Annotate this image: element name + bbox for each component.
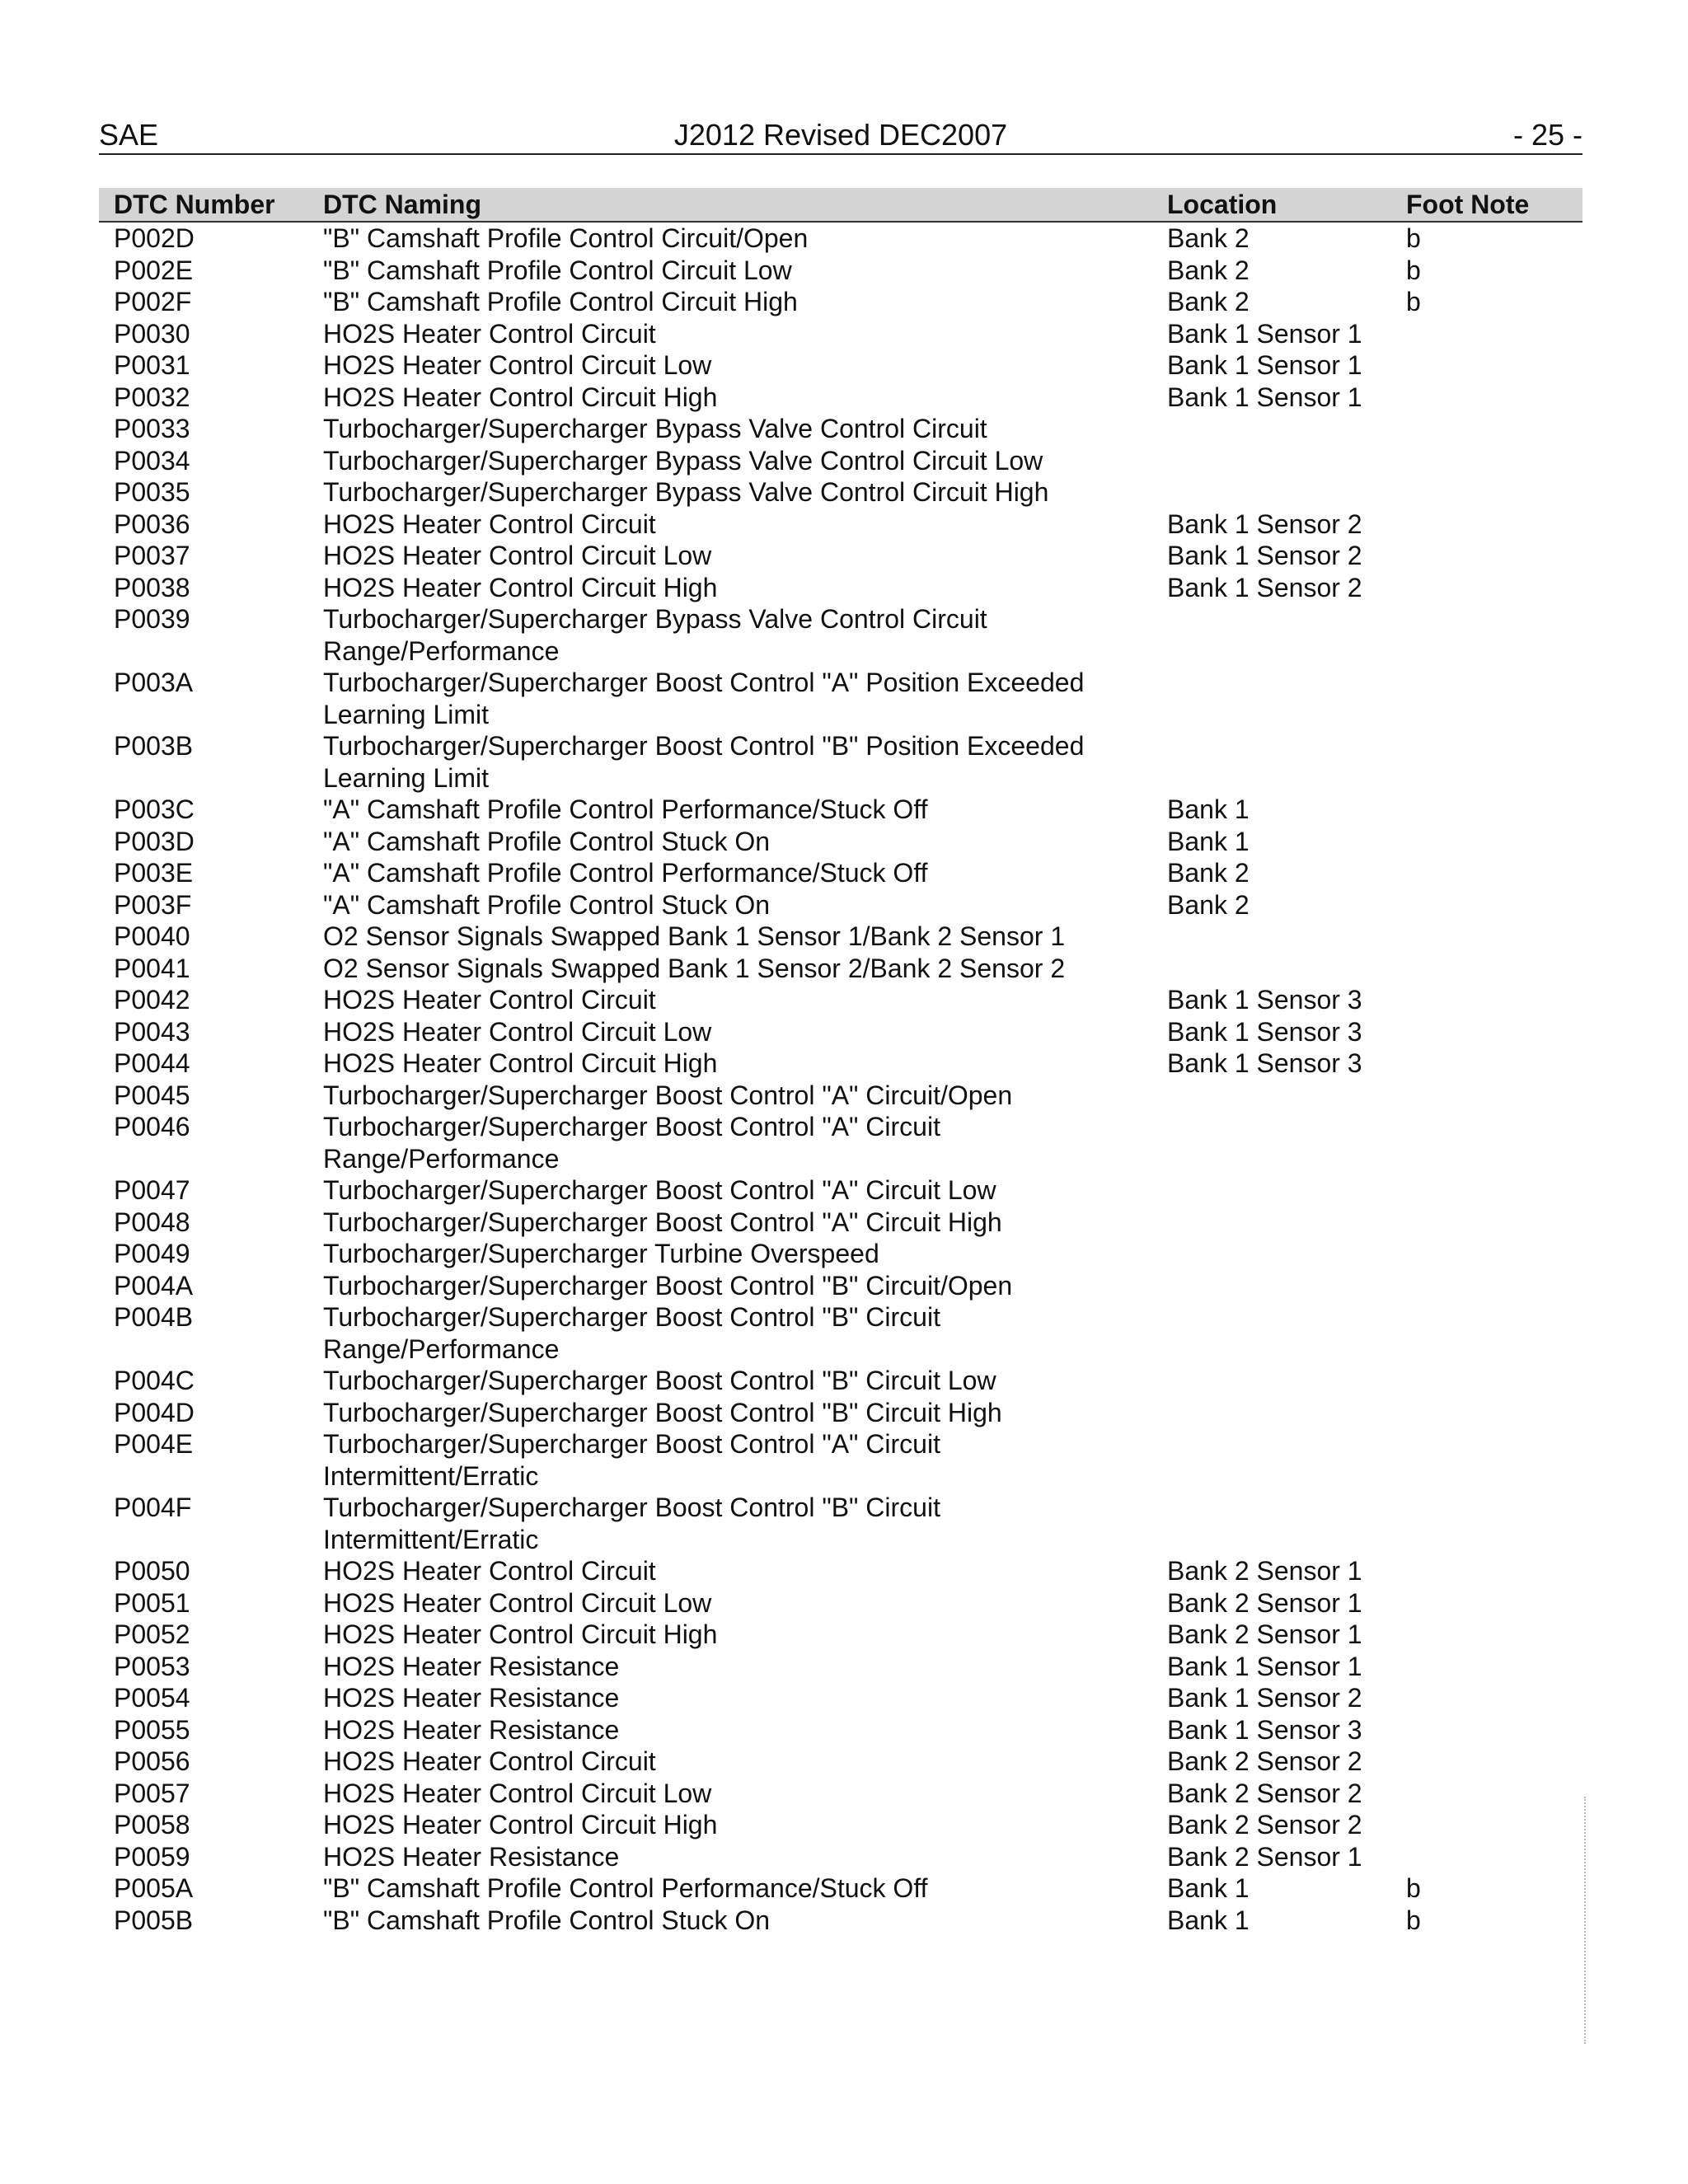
dtc-location-cell	[1165, 667, 1404, 730]
dtc-footnote-cell	[1404, 445, 1582, 477]
dtc-code-cell: P002D	[114, 223, 195, 253]
dtc-footnote-cell	[1404, 1428, 1582, 1492]
dtc-location-cell	[1165, 1492, 1404, 1555]
table-header	[99, 188, 1582, 222]
dtc-code-cell: P003A	[114, 668, 194, 697]
dtc-location-cell: Bank 1 Sensor 3	[1167, 1048, 1362, 1078]
dtc-code-cell: P0059	[114, 1841, 190, 1872]
dtc-code-cell: P002E	[114, 255, 194, 285]
dtc-name-cell: Turbocharger/Supercharger Bypass Valve Control Circuit Low	[323, 445, 1043, 476]
table-row	[99, 1080, 1582, 1112]
dtc-footnote-cell	[1404, 1714, 1582, 1746]
dtc-location-cell: Bank 1 Sensor 1	[1167, 350, 1362, 380]
dtc-name-cell: Turbocharger/Supercharger Boost Control "B" Circuit High	[323, 1397, 1002, 1427]
dtc-footnote-cell	[1404, 984, 1582, 1016]
dtc-location-cell: Bank 1 Sensor 1	[1167, 1651, 1362, 1681]
dtc-location-cell: Bank 2 Sensor 2	[1167, 1778, 1362, 1808]
dtc-name-cell: HO2S Heater Control Circuit High	[323, 572, 718, 602]
dtc-location-cell: Bank 1 Sensor 1	[1167, 318, 1362, 349]
dtc-footnote-cell	[1404, 953, 1582, 985]
dtc-name-cell: HO2S Heater Resistance	[323, 1651, 620, 1681]
table-row	[99, 1841, 1582, 1873]
table-row	[99, 1619, 1582, 1651]
dtc-code-cell: P0031	[114, 350, 190, 380]
dtc-location-cell: Bank 2	[1167, 858, 1250, 888]
dtc-location-cell	[1165, 921, 1404, 953]
dtc-footnote-cell	[1404, 1619, 1582, 1651]
dtc-location-cell: Bank 2 Sensor 1	[1167, 1587, 1362, 1618]
dtc-code-cell: P003E	[114, 858, 194, 888]
dtc-footnote-cell: b	[1406, 1905, 1421, 1935]
dtc-name-cell: HO2S Heater Control Circuit Low	[323, 350, 712, 380]
table-row	[99, 921, 1582, 953]
table-row	[99, 667, 1582, 730]
dtc-footnote-cell	[1404, 349, 1582, 382]
table-row	[99, 1111, 1582, 1174]
dtc-code-cell: P004B	[114, 1302, 194, 1332]
dtc-location-cell: Bank 1 Sensor 1	[1167, 382, 1362, 412]
column-header-foot-note: Foot Note	[1404, 188, 1582, 222]
dtc-location-cell	[1165, 1397, 1404, 1429]
dtc-location-cell: Bank 2	[1167, 287, 1250, 316]
dtc-location-cell: Bank 1 Sensor 2	[1167, 541, 1362, 570]
dtc-location-cell: Bank 1 Sensor 2	[1167, 572, 1362, 602]
table-row	[99, 445, 1582, 477]
dtc-footnote-cell	[1404, 382, 1582, 414]
dtc-footnote-cell	[1404, 572, 1582, 604]
table-row	[99, 476, 1582, 509]
dtc-code-cell: P0036	[114, 509, 190, 539]
dtc-footnote-cell	[1404, 1238, 1582, 1270]
dtc-footnote-cell	[1404, 1746, 1582, 1778]
dtc-name-cell: HO2S Heater Control Circuit High	[323, 382, 718, 412]
dtc-table	[99, 188, 1582, 1936]
dtc-location-cell: Bank 2 Sensor 2	[1167, 1746, 1362, 1776]
dtc-name-cell: Turbocharger/Supercharger Boost Control "B" Position Exceeded Learning Limit	[323, 731, 1085, 793]
dtc-code-cell: P0032	[114, 382, 190, 412]
dtc-code-cell: P0030	[114, 318, 190, 349]
table-row	[99, 1746, 1582, 1778]
dtc-location-cell: Bank 1 Sensor 2	[1167, 509, 1362, 539]
table-row	[99, 857, 1582, 889]
table-row	[99, 730, 1582, 794]
dtc-code-cell: P003D	[114, 826, 195, 856]
dtc-name-cell: HO2S Heater Control Circuit Low	[323, 1778, 712, 1808]
dtc-code-cell: P0035	[114, 477, 190, 507]
dtc-location-cell	[1165, 730, 1404, 794]
dtc-footnote-cell: b	[1406, 255, 1421, 285]
table-row	[99, 1207, 1582, 1239]
dtc-name-cell: HO2S Heater Resistance	[323, 1683, 620, 1713]
dtc-location-cell	[1165, 1238, 1404, 1270]
dtc-code-cell: P0039	[114, 604, 190, 634]
dtc-location-cell	[1165, 1270, 1404, 1302]
dtc-location-cell: Bank 2 Sensor 1	[1167, 1619, 1362, 1649]
header-publisher: SAE	[99, 118, 159, 152]
dtc-footnote-cell	[1404, 1682, 1582, 1714]
table-row	[99, 1174, 1582, 1207]
dtc-code-cell: P003C	[114, 794, 195, 824]
dtc-location-cell: Bank 1 Sensor 3	[1167, 1016, 1362, 1047]
dtc-location-cell	[1165, 476, 1404, 509]
table-row	[99, 1682, 1582, 1714]
dtc-code-cell: P0034	[114, 445, 190, 476]
dtc-code-cell: P004E	[114, 1429, 194, 1459]
dtc-footnote-cell	[1404, 1016, 1582, 1048]
table-row	[99, 572, 1582, 604]
dtc-code-cell: P0051	[114, 1587, 190, 1618]
dtc-name-cell: Turbocharger/Supercharger Bypass Valve Control Circuit High	[323, 477, 1049, 507]
dtc-name-cell: Turbocharger/Supercharger Boost Control "A" Circuit High	[323, 1207, 1002, 1237]
dtc-footnote-cell	[1404, 1841, 1582, 1873]
dtc-location-cell	[1165, 1111, 1404, 1174]
dtc-code-cell: P0056	[114, 1746, 190, 1776]
table-row	[99, 1905, 1582, 1937]
dtc-location-cell: Bank 2 Sensor 1	[1167, 1556, 1362, 1586]
dtc-footnote-cell	[1404, 1492, 1582, 1555]
dtc-footnote-cell	[1404, 1587, 1582, 1619]
dtc-code-cell: P0046	[114, 1112, 190, 1141]
dtc-location-cell	[1165, 1174, 1404, 1207]
dtc-code-cell: P0044	[114, 1048, 190, 1078]
table-row	[99, 1872, 1582, 1905]
dtc-footnote-cell	[1404, 476, 1582, 509]
dtc-code-cell: P004D	[114, 1397, 195, 1427]
dtc-footnote-cell	[1404, 1778, 1582, 1810]
dtc-code-cell: P005A	[114, 1873, 194, 1903]
dtc-code-cell: P0045	[114, 1080, 190, 1110]
table-row	[99, 382, 1582, 414]
dtc-name-cell: Turbocharger/Supercharger Boost Control "A" Circuit Low	[323, 1175, 996, 1205]
dtc-name-cell: Turbocharger/Supercharger Boost Control "B" Circuit/Open	[323, 1270, 1013, 1301]
dtc-location-cell	[1165, 445, 1404, 477]
table-row	[99, 826, 1582, 858]
dtc-footnote-cell	[1404, 1111, 1582, 1174]
dtc-code-cell: P0048	[114, 1207, 190, 1237]
dtc-code-cell: P0042	[114, 985, 190, 1015]
dtc-footnote-cell	[1404, 1174, 1582, 1207]
dtc-code-cell: P0037	[114, 541, 190, 570]
dtc-name-cell: HO2S Heater Control Circuit High	[323, 1810, 718, 1840]
column-header-location: Location	[1165, 188, 1404, 222]
dtc-name-cell: "A" Camshaft Profile Control Stuck On	[323, 889, 771, 920]
dtc-code-cell: P0040	[114, 921, 190, 951]
dtc-location-cell: Bank 1	[1167, 1873, 1250, 1903]
dtc-name-cell: HO2S Heater Resistance	[323, 1841, 620, 1872]
dtc-footnote-cell	[1404, 509, 1582, 541]
dtc-code-cell: P0043	[114, 1016, 190, 1047]
dtc-location-cell: Bank 2 Sensor 2	[1167, 1810, 1362, 1840]
table-row	[99, 1270, 1582, 1302]
dtc-name-cell: HO2S Heater Control Circuit High	[323, 1048, 718, 1078]
table-row	[99, 1555, 1582, 1587]
dtc-code-cell: P002F	[114, 287, 192, 316]
table-row	[99, 1492, 1582, 1555]
table-row	[99, 1397, 1582, 1429]
dtc-location-cell: Bank 1	[1167, 1905, 1250, 1935]
dtc-footnote-cell	[1404, 1555, 1582, 1587]
column-header-dtc-naming: DTC Naming	[321, 188, 1165, 222]
table-row	[99, 953, 1582, 985]
dtc-footnote-cell	[1404, 730, 1582, 794]
dtc-location-cell	[1165, 413, 1404, 445]
dtc-name-cell: Turbocharger/Supercharger Turbine Overspeed	[323, 1239, 879, 1268]
dtc-footnote-cell	[1404, 1270, 1582, 1302]
dtc-name-cell: Turbocharger/Supercharger Boost Control "A" Position Exceeded Learning Limit	[323, 668, 1085, 729]
dtc-code-cell: P0047	[114, 1175, 190, 1205]
dtc-code-cell: P0054	[114, 1683, 190, 1713]
dtc-location-cell: Bank 1	[1167, 826, 1250, 856]
column-header-dtc-number: DTC Number	[99, 188, 321, 222]
dtc-footnote-cell	[1404, 857, 1582, 889]
dtc-location-cell	[1165, 953, 1404, 985]
table-row	[99, 1047, 1582, 1080]
dtc-name-cell: "B" Camshaft Profile Control Circuit High	[323, 287, 798, 316]
dtc-location-cell: Bank 2 Sensor 1	[1167, 1841, 1362, 1872]
table-row	[99, 1809, 1582, 1841]
dtc-name-cell: Turbocharger/Supercharger Boost Control "B" Circuit Range/Performance	[323, 1302, 940, 1364]
dtc-name-cell: HO2S Heater Control Circuit	[323, 1746, 656, 1776]
table-row	[99, 1016, 1582, 1048]
dtc-footnote-cell	[1404, 1080, 1582, 1112]
dtc-code-cell: P0049	[114, 1239, 190, 1268]
dtc-name-cell: Turbocharger/Supercharger Bypass Valve Control Circuit	[323, 414, 987, 443]
table-row	[99, 984, 1582, 1016]
dtc-name-cell: HO2S Heater Control Circuit Low	[323, 1587, 712, 1618]
dtc-name-cell: O2 Sensor Signals Swapped Bank 1 Sensor 2/Bank 2 Sensor 2	[323, 953, 1066, 983]
table-row	[99, 318, 1582, 350]
dtc-footnote-cell: b	[1406, 223, 1421, 253]
dtc-location-cell	[1165, 603, 1404, 667]
dtc-code-cell: P005B	[114, 1905, 194, 1935]
dtc-footnote-cell	[1404, 794, 1582, 826]
dtc-code-cell: P003F	[114, 889, 192, 920]
header-document-id: J2012 Revised DEC2007	[673, 118, 1008, 152]
dtc-code-cell: P0050	[114, 1556, 190, 1586]
dtc-code-cell: P0041	[114, 953, 190, 983]
dtc-footnote-cell	[1404, 1207, 1582, 1239]
dtc-name-cell: HO2S Heater Control Circuit	[323, 509, 656, 539]
dtc-location-cell	[1165, 1080, 1404, 1112]
table-row	[99, 255, 1582, 287]
dtc-location-cell	[1165, 1207, 1404, 1239]
dtc-footnote-cell	[1404, 667, 1582, 730]
dtc-footnote-cell	[1404, 603, 1582, 667]
dtc-location-cell: Bank 1 Sensor 3	[1167, 985, 1362, 1015]
dtc-name-cell: HO2S Heater Control Circuit	[323, 318, 656, 349]
margin-scan-mark	[1584, 1797, 1587, 2044]
table-row	[99, 1651, 1582, 1683]
page-header	[99, 117, 1582, 155]
table-row	[99, 1428, 1582, 1492]
dtc-footnote-cell	[1404, 1365, 1582, 1397]
dtc-location-cell: Bank 2	[1167, 255, 1250, 285]
dtc-code-cell: P004C	[114, 1366, 195, 1395]
dtc-footnote-cell	[1404, 1809, 1582, 1841]
table-row	[99, 286, 1582, 318]
dtc-name-cell: "B" Camshaft Profile Control Circuit/Open	[323, 223, 809, 253]
dtc-code-cell: P0038	[114, 572, 190, 602]
table-row	[99, 1238, 1582, 1270]
table-body	[99, 222, 1582, 1936]
dtc-footnote-cell	[1404, 1397, 1582, 1429]
table-row	[99, 349, 1582, 382]
header-row	[99, 188, 1582, 222]
dtc-code-cell: P004A	[114, 1270, 194, 1301]
dtc-location-cell: Bank 1 Sensor 2	[1167, 1683, 1362, 1713]
dtc-location-cell	[1165, 1301, 1404, 1365]
dtc-name-cell: "A" Camshaft Profile Control Performance/Stuck Off	[323, 794, 928, 824]
dtc-location-cell	[1165, 1428, 1404, 1492]
dtc-name-cell: Turbocharger/Supercharger Boost Control "B" Circuit Low	[323, 1366, 996, 1395]
dtc-name-cell: HO2S Heater Control Circuit Low	[323, 1016, 712, 1047]
dtc-name-cell: O2 Sensor Signals Swapped Bank 1 Sensor 1/Bank 2 Sensor 1	[323, 921, 1066, 951]
dtc-footnote-cell	[1404, 826, 1582, 858]
dtc-name-cell: HO2S Heater Control Circuit Low	[323, 541, 712, 570]
table-row	[99, 1301, 1582, 1365]
dtc-code-cell: P004F	[114, 1493, 192, 1522]
table-row	[99, 1365, 1582, 1397]
dtc-name-cell: "A" Camshaft Profile Control Stuck On	[323, 826, 771, 856]
dtc-location-cell: Bank 1	[1167, 794, 1250, 824]
dtc-name-cell: HO2S Heater Control Circuit	[323, 985, 656, 1015]
dtc-footnote-cell	[1404, 1047, 1582, 1080]
dtc-name-cell: HO2S Heater Resistance	[323, 1714, 620, 1745]
table-row	[99, 1714, 1582, 1746]
dtc-footnote-cell: b	[1406, 287, 1421, 316]
dtc-name-cell: Turbocharger/Supercharger Boost Control "A" Circuit/Open	[323, 1080, 1013, 1110]
table-row	[99, 413, 1582, 445]
dtc-name-cell: "B" Camshaft Profile Control Circuit Low	[323, 255, 792, 285]
dtc-name-cell: "B" Camshaft Profile Control Stuck On	[323, 1905, 771, 1935]
dtc-footnote-cell	[1404, 1651, 1582, 1683]
dtc-code-cell: P0052	[114, 1619, 190, 1649]
dtc-code-cell: P0053	[114, 1651, 190, 1681]
dtc-name-cell: Turbocharger/Supercharger Bypass Valve Control Circuit Range/Performance	[323, 604, 987, 666]
dtc-footnote-cell	[1404, 921, 1582, 953]
dtc-code-cell: P0057	[114, 1778, 190, 1808]
dtc-footnote-cell	[1404, 1301, 1582, 1365]
dtc-code-cell: P003B	[114, 731, 194, 761]
table-row	[99, 794, 1582, 826]
table-row	[99, 603, 1582, 667]
dtc-footnote-cell	[1404, 540, 1582, 572]
table-row	[99, 889, 1582, 921]
dtc-name-cell: Turbocharger/Supercharger Boost Control "A" Circuit Intermittent/Erratic	[323, 1429, 940, 1491]
dtc-name-cell: "B" Camshaft Profile Control Performance/Stuck Off	[323, 1873, 928, 1903]
table-row	[99, 1587, 1582, 1619]
dtc-location-cell	[1165, 1365, 1404, 1397]
dtc-name-cell: "A" Camshaft Profile Control Performance/Stuck Off	[323, 858, 928, 888]
dtc-footnote-cell	[1404, 889, 1582, 921]
dtc-footnote-cell: b	[1406, 1873, 1421, 1903]
header-page-number: - 25 -	[1512, 118, 1582, 152]
table-row	[99, 540, 1582, 572]
dtc-location-cell: Bank 1 Sensor 3	[1167, 1714, 1362, 1745]
dtc-name-cell: HO2S Heater Control Circuit	[323, 1556, 656, 1586]
table-row	[99, 509, 1582, 541]
dtc-footnote-cell	[1404, 318, 1582, 350]
dtc-name-cell: HO2S Heater Control Circuit High	[323, 1619, 718, 1649]
dtc-code-cell: P0058	[114, 1810, 190, 1840]
dtc-name-cell: Turbocharger/Supercharger Boost Control "B" Circuit Intermittent/Erratic	[323, 1493, 940, 1554]
table-row	[99, 222, 1582, 255]
dtc-location-cell: Bank 2	[1167, 223, 1250, 253]
dtc-name-cell: Turbocharger/Supercharger Boost Control "A" Circuit Range/Performance	[323, 1112, 940, 1174]
table-row	[99, 1778, 1582, 1810]
dtc-footnote-cell	[1404, 413, 1582, 445]
dtc-code-cell: P0055	[114, 1714, 190, 1745]
dtc-location-cell: Bank 2	[1167, 889, 1250, 920]
dtc-code-cell: P0033	[114, 414, 190, 443]
